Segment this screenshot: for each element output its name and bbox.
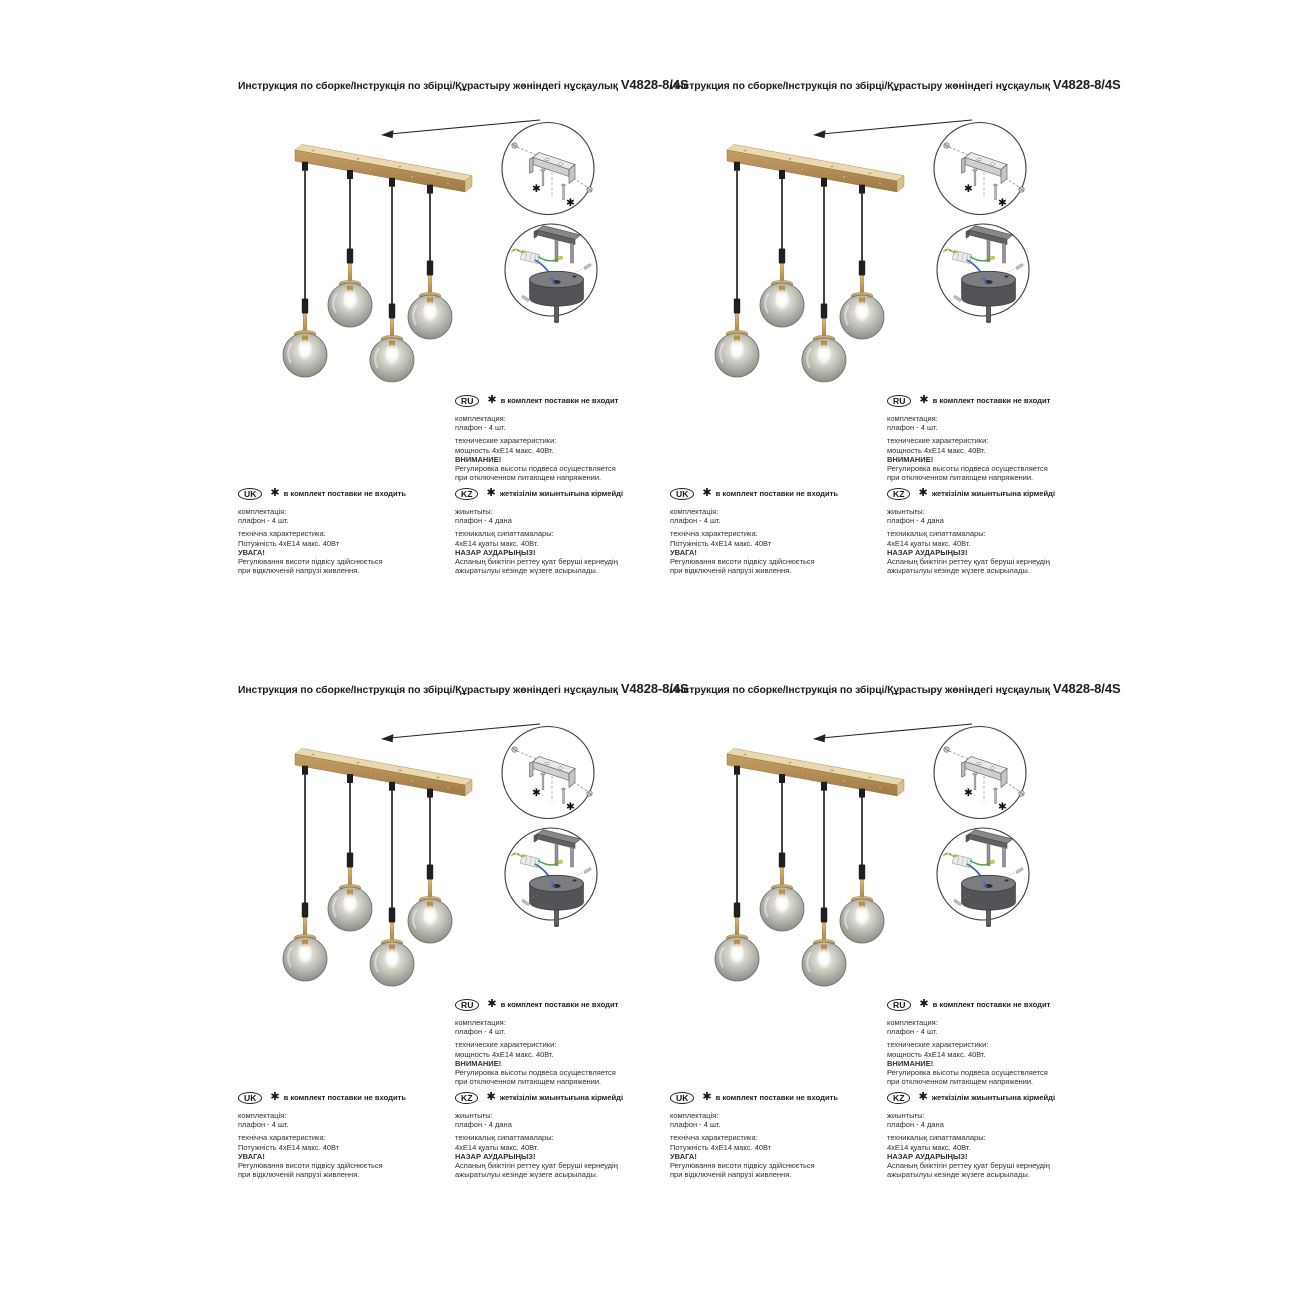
lang-badge-kz: KZ	[887, 488, 910, 500]
kit-group-ru	[455, 414, 660, 432]
model-number: V4828-8/4S	[620, 77, 689, 92]
lang-badge-ru: RU	[887, 395, 911, 407]
lang-header-uk	[238, 488, 448, 500]
asterisk-icon: ✱	[270, 487, 280, 500]
lang-block-kz	[887, 488, 1099, 579]
spec-group-kz	[455, 1133, 667, 1179]
instruction-page	[218, 46, 689, 650]
kit-label: жиынтығы:	[455, 507, 493, 516]
warning-line: при відключеній напрузі живлення.	[238, 1170, 360, 1180]
not-included-note-ru: в комплект поставки не входит	[932, 396, 1051, 406]
asterisk-icon: ✱	[918, 487, 928, 500]
kit-value: плафон - 4 шт.	[887, 1027, 938, 1037]
lang-header-ru	[455, 395, 660, 407]
warning-line: Регулювання висоти підвісу здійснюється	[670, 1161, 815, 1171]
kit-label: комплектація:	[670, 1111, 719, 1120]
asterisk-icon: ✱	[486, 487, 496, 500]
kit-value: плафон - 4 дана	[455, 516, 512, 526]
asterisk-icon: ✱	[487, 394, 497, 407]
kit-label: комплектация:	[887, 414, 938, 423]
asterisk-icon: ✱	[487, 998, 497, 1011]
page-title	[670, 681, 1121, 696]
kit-value: плафон - 4 шт.	[455, 423, 506, 433]
lang-block-uk	[670, 1092, 880, 1183]
kit-label: жиынтығы:	[455, 1111, 493, 1120]
spec-label: технические характеристики:	[455, 1040, 557, 1050]
kit-group-kz	[455, 1111, 667, 1129]
kit-group-kz	[455, 507, 667, 525]
lang-block-uk	[238, 488, 448, 579]
spec-label: техникалық сипаттамалары:	[887, 1133, 986, 1143]
kit-label: комплектация:	[455, 1018, 506, 1027]
warning-line: при відключеній напрузі живлення.	[670, 1170, 792, 1180]
lang-badge-ru: RU	[887, 999, 911, 1011]
spec-value: мощность 4хЕ14 макс. 40Вт.	[887, 1049, 986, 1059]
asterisk-icon: ✱	[270, 1091, 280, 1104]
spec-value: Потужність 4хЕ14 макс. 40Вт	[238, 1142, 340, 1152]
lang-badge-uk: UK	[670, 1092, 694, 1104]
lang-block-ru	[455, 999, 660, 1090]
spec-label: техникалық сипаттамалары:	[455, 1133, 554, 1143]
kit-label: комплектація:	[238, 507, 287, 516]
spec-group-uk	[238, 529, 448, 575]
warning-line: Аспаның биіктігін реттеу қуат беруші кернеудің	[887, 1161, 1050, 1171]
spec-group-kz	[455, 529, 667, 575]
warning-title: УВАГА!	[670, 547, 697, 557]
spec-group-kz	[887, 529, 1099, 575]
title-text: Инструкция по сборке/Інструкція по збірці/Құрастыру жөніндегі нұсқаулық	[238, 685, 618, 696]
kit-value: плафон - 4 шт.	[455, 1027, 506, 1037]
spec-group-uk	[670, 529, 880, 575]
not-included-note-kz: жеткізілім жиынтығына кірмейді	[931, 1093, 1056, 1103]
warning-line: Регулировка высоты подвеса осуществляется	[887, 464, 1048, 474]
page-title	[238, 681, 689, 696]
not-included-note-uk: в комплект поставки не входить	[283, 489, 407, 499]
asterisk-icon: ✱	[919, 394, 929, 407]
warning-line: ажыратылуы кезінде жүзеге асырылады.	[455, 1170, 598, 1180]
warning-title: НАЗАР АУДАРЫҢЫЗ!	[887, 1151, 968, 1161]
warning-line: при відключеній напрузі живлення.	[670, 566, 792, 576]
asterisk-icon: ✱	[702, 487, 712, 500]
lang-badge-uk: UK	[238, 1092, 262, 1104]
spec-group-ru	[455, 1040, 660, 1086]
kit-label: комплектація:	[670, 507, 719, 516]
kit-group-ru	[887, 1018, 1092, 1036]
warning-line: при отключенном питающем напряжении.	[887, 473, 1034, 483]
lang-badge-ru: RU	[455, 999, 479, 1011]
lang-header-kz	[455, 488, 667, 500]
warning-title: УВАГА!	[670, 1151, 697, 1161]
spec-group-ru	[455, 436, 660, 482]
kit-label: комплектация:	[455, 414, 506, 423]
lang-badge-uk: UK	[238, 488, 262, 500]
lang-header-uk	[670, 1092, 880, 1104]
kit-value: плафон - 4 шт.	[887, 423, 938, 433]
warning-title: УВАГА!	[238, 547, 265, 557]
kit-label: жиынтығы:	[887, 507, 925, 516]
kit-group-uk	[670, 1111, 880, 1129]
spec-value: мощность 4хЕ14 макс. 40Вт.	[887, 445, 986, 455]
spec-value: мощность 4хЕ14 макс. 40Вт.	[455, 445, 554, 455]
spec-label: технічна характеристика:	[238, 529, 326, 539]
spec-group-kz	[887, 1133, 1099, 1179]
lang-badge-kz: KZ	[455, 488, 478, 500]
title-text: Инструкция по сборке/Інструкція по збірці/Құрастыру жөніндегі нұсқаулық	[670, 81, 1050, 92]
lang-badge-ru: RU	[455, 395, 479, 407]
spec-value: Потужність 4хЕ14 макс. 40Вт	[670, 1142, 772, 1152]
warning-line: Регулювання висоти підвісу здійснюється	[670, 557, 815, 567]
spec-label: технические характеристики:	[887, 1040, 989, 1050]
warning-title: НАЗАР АУДАРЫҢЫЗ!	[455, 547, 536, 557]
warning-title: ВНИМАНИЕ!	[455, 1058, 502, 1068]
warning-line: при отключенном питающем напряжении.	[887, 1077, 1034, 1087]
lang-block-ru	[887, 395, 1092, 486]
warning-line: ажыратылуы кезінде жүзеге асырылады.	[887, 1170, 1030, 1180]
asterisk-icon: ✱	[486, 1091, 496, 1104]
warning-title: НАЗАР АУДАРЫҢЫЗ!	[455, 1151, 536, 1161]
lang-header-kz	[455, 1092, 667, 1104]
asterisk-icon: ✱	[702, 1091, 712, 1104]
warning-line: Регулировка высоты подвеса осуществляется	[887, 1068, 1048, 1078]
spec-label: технічна характеристика:	[238, 1133, 326, 1143]
spec-value: 4хЕ14 қуаты макс. 40Вт.	[455, 538, 539, 548]
lang-block-kz	[887, 1092, 1099, 1183]
spec-group-ru	[887, 1040, 1092, 1086]
spec-label: технічна характеристика:	[670, 529, 758, 539]
asterisk-icon: ✱	[918, 1091, 928, 1104]
lang-header-ru	[455, 999, 660, 1011]
kit-value: плафон - 4 дана	[887, 1120, 944, 1130]
lang-badge-kz: KZ	[887, 1092, 910, 1104]
kit-group-ru	[455, 1018, 660, 1036]
lang-block-kz	[455, 1092, 667, 1183]
kit-value: плафон - 4 шт.	[238, 516, 289, 526]
title-text: Инструкция по сборке/Інструкція по збірці/Құрастыру жөніндегі нұсқаулық	[670, 685, 1050, 696]
spec-label: техникалық сипаттамалары:	[887, 529, 986, 539]
kit-value: плафон - 4 шт.	[670, 1120, 721, 1130]
warning-line: ажыратылуы кезінде жүзеге асырылады.	[455, 566, 598, 576]
kit-label: комплектация:	[887, 1018, 938, 1027]
spec-group-uk	[238, 1133, 448, 1179]
not-included-note-kz: жеткізілім жиынтығына кірмейді	[499, 1093, 624, 1103]
warning-line: Аспаның биіктігін реттеу қуат беруші кернеудің	[455, 1161, 618, 1171]
kit-group-kz	[887, 507, 1099, 525]
warning-title: УВАГА!	[238, 1151, 265, 1161]
lang-header-uk	[670, 488, 880, 500]
spec-value: 4хЕ14 қуаты макс. 40Вт.	[455, 1142, 539, 1152]
lang-badge-kz: KZ	[455, 1092, 478, 1104]
kit-group-uk	[238, 507, 448, 525]
lang-header-uk	[238, 1092, 448, 1104]
not-included-note-uk: в комплект поставки не входить	[715, 489, 839, 499]
warning-title: ВНИМАНИЕ!	[887, 1058, 934, 1068]
warning-line: Аспаның биіктігін реттеу қуат беруші кернеудің	[887, 557, 1050, 567]
kit-value: плафон - 4 шт.	[238, 1120, 289, 1130]
not-included-note-ru: в комплект поставки не входит	[932, 1000, 1051, 1010]
spec-label: технические характеристики:	[887, 436, 989, 446]
warning-line: ажыратылуы кезінде жүзеге асырылады.	[887, 566, 1030, 576]
page-title	[670, 77, 1121, 92]
lang-block-ru	[455, 395, 660, 486]
lang-block-ru	[887, 999, 1092, 1090]
not-included-note-kz: жеткізілім жиынтығына кірмейді	[931, 489, 1056, 499]
not-included-note-uk: в комплект поставки не входить	[283, 1093, 407, 1103]
lang-header-kz	[887, 1092, 1099, 1104]
warning-title: ВНИМАНИЕ!	[887, 454, 934, 464]
title-text: Инструкция по сборке/Інструкція по збірці/Құрастыру жөніндегі нұсқаулық	[238, 81, 618, 92]
spec-value: 4хЕ14 қуаты макс. 40Вт.	[887, 538, 971, 548]
warning-line: Регулировка высоты подвеса осуществляется	[455, 464, 616, 474]
kit-value: плафон - 4 дана	[887, 516, 944, 526]
instruction-page	[650, 46, 1121, 650]
kit-label: комплектація:	[238, 1111, 287, 1120]
kit-group-uk	[238, 1111, 448, 1129]
page-title	[238, 77, 689, 92]
kit-group-uk	[670, 507, 880, 525]
kit-value: плафон - 4 шт.	[670, 516, 721, 526]
not-included-note-ru: в комплект поставки не входит	[500, 396, 619, 406]
spec-value: мощность 4хЕ14 макс. 40Вт.	[455, 1049, 554, 1059]
warning-line: Аспаның биіктігін реттеу қуат беруші кернеудің	[455, 557, 618, 567]
asterisk-icon: ✱	[919, 998, 929, 1011]
lang-header-ru	[887, 999, 1092, 1011]
not-included-note-kz: жеткізілім жиынтығына кірмейді	[499, 489, 624, 499]
spec-value: 4хЕ14 қуаты макс. 40Вт.	[887, 1142, 971, 1152]
warning-line: при отключенном питающем напряжении.	[455, 1077, 602, 1087]
not-included-note-uk: в комплект поставки не входить	[715, 1093, 839, 1103]
warning-title: ВНИМАНИЕ!	[455, 454, 502, 464]
lang-badge-uk: UK	[670, 488, 694, 500]
lang-block-kz	[455, 488, 667, 579]
instruction-page	[218, 650, 689, 1254]
kit-group-kz	[887, 1111, 1099, 1129]
spec-group-uk	[670, 1133, 880, 1179]
spec-label: технічна характеристика:	[670, 1133, 758, 1143]
warning-line: при відключеній напрузі живлення.	[238, 566, 360, 576]
lang-block-uk	[670, 488, 880, 579]
warning-title: НАЗАР АУДАРЫҢЫЗ!	[887, 547, 968, 557]
spec-value: Потужність 4хЕ14 макс. 40Вт	[670, 538, 772, 548]
warning-line: Регулировка высоты подвеса осуществляется	[455, 1068, 616, 1078]
kit-value: плафон - 4 дана	[455, 1120, 512, 1130]
kit-group-ru	[887, 414, 1092, 432]
model-number: V4828-8/4S	[1052, 77, 1121, 92]
lang-header-kz	[887, 488, 1099, 500]
lang-header-ru	[887, 395, 1092, 407]
warning-line: Регулювання висоти підвісу здійснюється	[238, 1161, 383, 1171]
model-number: V4828-8/4S	[1052, 681, 1121, 696]
model-number: V4828-8/4S	[620, 681, 689, 696]
not-included-note-ru: в комплект поставки не входит	[500, 1000, 619, 1010]
spec-value: Потужність 4хЕ14 макс. 40Вт	[238, 538, 340, 548]
spec-label: техникалық сипаттамалары:	[455, 529, 554, 539]
warning-line: Регулювання висоти підвісу здійснюється	[238, 557, 383, 567]
lang-block-uk	[238, 1092, 448, 1183]
spec-group-ru	[887, 436, 1092, 482]
instruction-page	[650, 650, 1121, 1254]
kit-label: жиынтығы:	[887, 1111, 925, 1120]
warning-line: при отключенном питающем напряжении.	[455, 473, 602, 483]
spec-label: технические характеристики:	[455, 436, 557, 446]
